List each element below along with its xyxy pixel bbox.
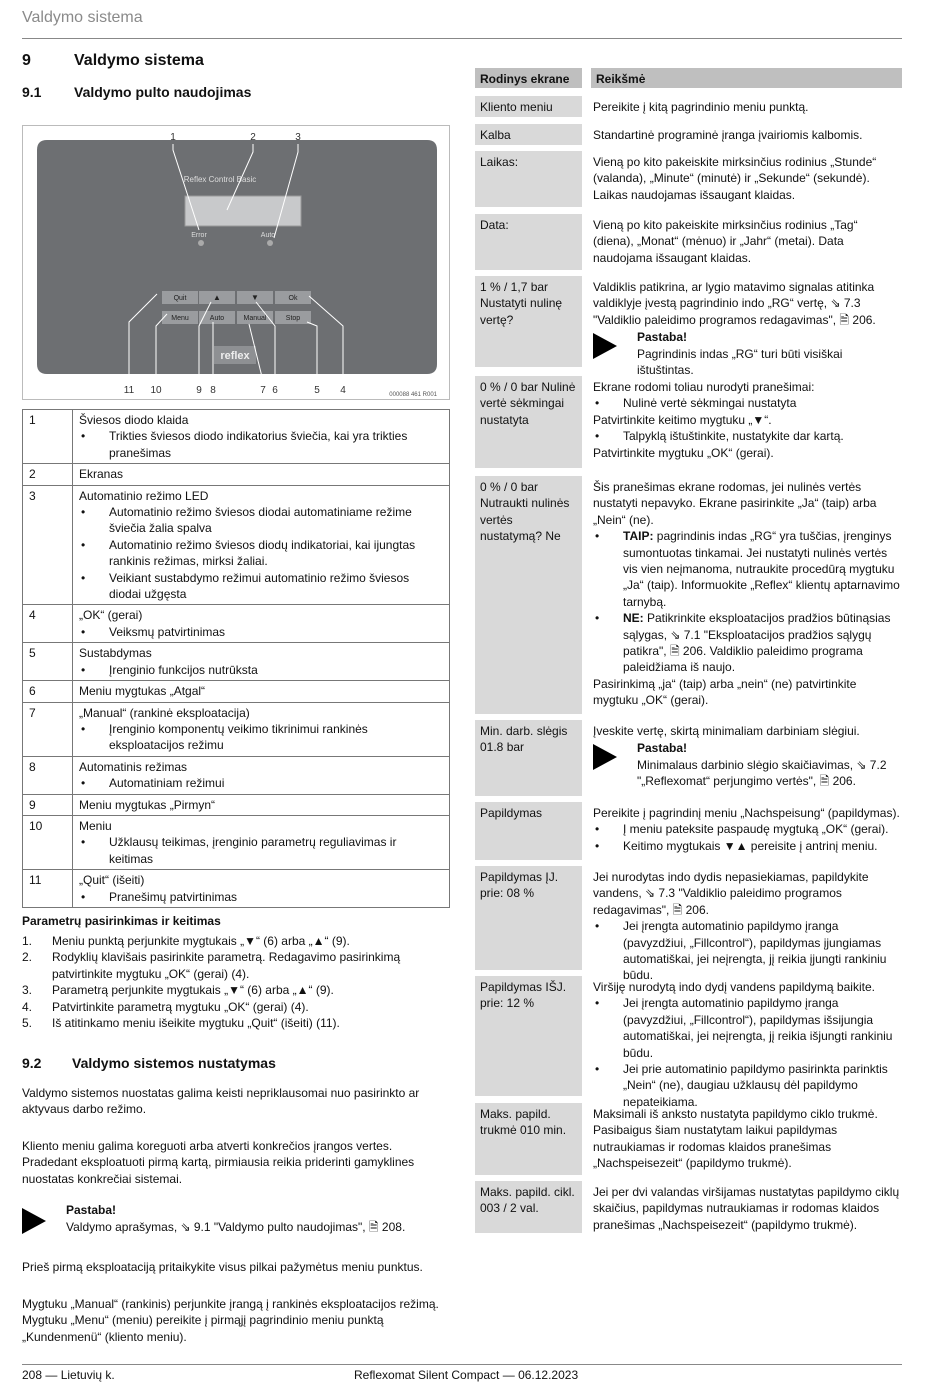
legend-table: [22, 409, 450, 908]
row-value: Jei nurodytas indo dydis nepasiekiamas, papildykite vandens, ⇘ 7.3 "Valdiklio paleidimo programos redagavimas", 🗎 206.: [593, 870, 869, 917]
manual-key-label: Manual: [243, 315, 267, 322]
down-arrow-icon: ▼: [251, 293, 259, 302]
led-error-label: Error: [191, 232, 207, 239]
row-value: Standartinė programinė įranga įvairiomis kalbomis.: [593, 128, 863, 142]
callout-8: 8: [210, 385, 216, 396]
legend-bullet: • Trikties šviesos diodo indikatorius šviečia, kai yra trikties pranešimas: [79, 428, 443, 461]
legend-row: [23, 794, 450, 815]
row-value: Vieną po kito pakeiskite mirksinčius rodinius „Stunde“ (valanda), „Minute“ (minutė) ir „Sekunde“ (sekundė). Laikas naudojamas išsaugant klaidas.: [593, 155, 877, 202]
note-block: [593, 740, 900, 789]
stop-key-label: Stop: [285, 315, 301, 322]
paragraph: Valdymo sistemos nuostatas galima keisti nepriklausomai nuo pasirinkto ar aktyvaus darbo režimo.: [22, 1086, 420, 1117]
row-value: Maksimali iš anksto nustatyta papildymo ciklo trukmė. Pasibaigus šiam nustatytam laikui papildymas nutraukiamas ir rodomas klaidos pranešimas „Nachspeisezeit“ (papildymo trukmė).: [593, 1107, 878, 1171]
row-label: Kliento meniu: [475, 96, 582, 117]
callout-4: 4: [340, 385, 346, 396]
legend-row: [23, 485, 450, 605]
led-auto-label: Auto: [260, 232, 276, 239]
note-title: Pastaba!: [637, 330, 688, 345]
legend-title: Ekranas: [79, 467, 124, 482]
callout-2: 2: [250, 132, 256, 143]
legend-bullet: • Veiksmų patvirtinimas: [79, 624, 443, 640]
header-cell-meaning: Reikšmė: [591, 68, 902, 88]
footer-doc-title: Reflexomat Silent Compact — 06.12.2023: [354, 1368, 579, 1382]
legend-number: 8: [23, 756, 73, 794]
legend-number: 6: [23, 681, 73, 702]
menu-key-label: Menu: [171, 315, 189, 322]
note-triangle-icon: [22, 1208, 46, 1234]
legend-row: [23, 870, 450, 908]
chapter-title: Valdymo sistema: [74, 52, 204, 69]
callout-1: 1: [170, 132, 176, 143]
section-heading-9-2: [22, 1055, 276, 1071]
row-value: Pereikite į pagrindinį meniu „Nachspeisung“ (papildymas).: [593, 806, 900, 820]
note-block: [593, 329, 900, 378]
legend-title: Automatinio režimo LED: [79, 488, 209, 503]
paragraph: Kliento meniu galima koreguoti arba atverti konkrečios įrangos vertes. Pradedant eksploatuoti pirmą kartą, pirmiausia reikia priderinti gamyklines nuostatas konkrečiai sistemai.: [22, 1139, 415, 1186]
callout-11: 11: [123, 385, 135, 396]
legend-bullet: • Pranešimų patvirtinimas: [79, 889, 443, 905]
control-panel-figure: [22, 125, 450, 400]
legend-number: 2: [23, 464, 73, 485]
up-arrow-icon: ▲: [213, 293, 221, 302]
led-error: [198, 240, 204, 246]
callout-5: 5: [314, 385, 320, 396]
row-label: Min. darb. slėgis 01.8 bar: [475, 720, 582, 796]
row-text: Patvirtinkite mygtuku „OK“ (gerai).: [593, 445, 774, 460]
section-number: 9.2: [22, 1055, 42, 1071]
header-rule: [22, 38, 902, 39]
legend-title: Meniu mygtukas „Pirmyn“: [79, 797, 216, 812]
note-text: Minimalaus darbinio slėgio skaičiavimas, ⇘ 7.2 "„Reflexomat“ perjungimo vertės", 🗎 206.: [637, 757, 887, 789]
note-title: Pastaba!: [66, 1203, 117, 1217]
row-value: Jei per dvi valandas viršijamas nustatytas papildymo ciklų skaičius, papildymas nutraukiamas ir rodomas klaidos pranešimas „Nachspeisezeit“ (papildymo trukmė).: [593, 1185, 900, 1232]
row-value: Viršiję nurodytą indo dydį vandens papildymą baikite.: [593, 980, 875, 994]
legend-row: [23, 605, 450, 643]
option-text: Patikrinkite eksploatacijos pradžios būtinąsias sąlygas, ⇘ 7.1 "Eksploatacijos pradžios sąlygų patikra", 🗎 206. Valdiklio paleidimo programa paleidžiama iš naujo.: [623, 611, 891, 675]
auto-key-label: Auto: [209, 315, 225, 322]
control-panel-drawing: [23, 126, 451, 401]
callout-7: 7: [260, 385, 266, 396]
row-value: Pereikite į kitą pagrindinio meniu punktą.: [593, 100, 809, 114]
chapter-number: 9: [22, 52, 31, 69]
step-item: [22, 999, 442, 1015]
legend-title: Automatinis režimas: [79, 759, 188, 774]
step-item: [22, 949, 442, 982]
legend-number: 7: [23, 702, 73, 756]
row-text: Pasirinkimą „ja“ (taip) arba „nein“ (ne) patvirtinkite mygtuku „OK“ (gerai).: [593, 676, 857, 708]
option-key: TAIP:: [623, 529, 654, 544]
legend-number: 5: [23, 643, 73, 681]
row-intro: Šis pranešimas ekrane rodomas, jei nulinės vertės nustatyti nepavyko. Ekrane pasirinkite „Ja“ (taip) arba „Nein“ (ne).: [593, 480, 877, 527]
step-number: 2.: [22, 950, 33, 965]
step-number: 5.: [22, 1016, 33, 1031]
list-item: [593, 610, 900, 676]
legend-title: Meniu mygtukas „Atgal“: [79, 684, 206, 699]
row-value: Įveskite vertę, skirtą minimaliam darbiniam slėgiui.: [593, 724, 860, 738]
panel-brand-label: Reflex Control Basic: [183, 175, 257, 184]
params-heading: Parametrų pasirinkimas ir keitimas: [22, 914, 221, 928]
legend-row: [23, 681, 450, 702]
legend-bullet: • Įrenginio funkcijos nutrūksta: [79, 662, 443, 678]
legend-bullet: • Automatinio režimo šviesos diodų indikatoriai, kai ijungtas rankinis režimas, mirksi žaliai.: [79, 537, 443, 570]
legend-title: „Manual“ (rankinė eksploatacija): [79, 705, 250, 720]
reflex-logo: reflex: [220, 350, 250, 362]
list-item: • Keitimo mygtukais ▼▲ pereisite į antrinį meniu.: [593, 838, 900, 854]
running-header: Valdymo sistema: [22, 9, 143, 26]
row-value: Valdiklis patikrina, ar lygio matavimo signalas atitinka valdiklyje įvestą pagrindinio indo „RG“ vertę, ⇘ 7.3 "Valdiklio paleidimo programos redagavimas", 🗎 206.: [593, 280, 876, 327]
row-text: Patvirtinkite keitimo mygtuku „▼“.: [593, 412, 772, 427]
row-label: Data:: [475, 214, 582, 270]
callout-10: 10: [150, 385, 162, 396]
legend-number: 9: [23, 794, 73, 815]
step-number: 4.: [22, 999, 33, 1014]
note-triangle-icon: [593, 333, 617, 359]
legend-bullet: • Automatiniam režimui: [79, 775, 443, 791]
note-title: Pastaba!: [637, 741, 688, 756]
legend-number: 10: [23, 815, 73, 869]
callout-9: 9: [196, 385, 202, 396]
figure-id: 000088 461 R001: [389, 392, 437, 398]
section-title: Valdymo pulto naudojimas: [74, 84, 252, 100]
chapter-heading: [22, 52, 204, 70]
row-label: Papildymas: [475, 802, 582, 860]
step-number: 3.: [22, 983, 33, 998]
legend-title: „Quit“ (išeiti): [79, 873, 145, 888]
row-label: Maks. papild. trukmė 010 min.: [475, 1103, 582, 1175]
row-label: 0 % / 0 bar Nulinė vertė sėkmingai nustatyta: [475, 376, 582, 468]
legend-number: 11: [23, 870, 73, 908]
ok-key-label: Ok: [288, 295, 298, 302]
header-cell-display: Rodinys ekrane: [475, 68, 582, 88]
display-screen: [185, 196, 301, 226]
list-item: • Nulinė vertė sėkmingai nustatyta: [593, 395, 900, 411]
list-item: • Jei įrengta automatinio papildymo įranga (pavyzdžiui, „Fillcontrol“), papildymas įjungiamas automatiškai, jei neįrengta, jį reikia įjungti rankiniu būdu.: [593, 918, 900, 984]
legend-row: [23, 643, 450, 681]
row-label: 1 % / 1,7 bar Nustatyti nulinę vertę?: [475, 276, 582, 367]
legend-title: „OK“ (gerai): [79, 608, 143, 623]
section-number: 9.1: [22, 84, 42, 100]
row-label: Laikas:: [475, 151, 582, 207]
row-label: Papildymas IŠJ. prie: 12 %: [475, 976, 582, 1096]
legend-row: [23, 410, 450, 464]
row-label: Kalba: [475, 124, 582, 145]
section-title: Valdymo sistemos nustatymas: [72, 1055, 276, 1071]
note-text: Valdymo aprašymas, ⇘ 9.1 "Valdymo pulto naudojimas", 🗎 208.: [66, 1220, 406, 1234]
list-item: • Į meniu pateksite paspaudę mygtuką „OK“ (gerai).: [593, 821, 900, 837]
row-label: Maks. papild. cikl. 003 / 2 val.: [475, 1181, 582, 1233]
list-item: • Talpyklą ištuštinkite, nustatykite dar kartą.: [593, 428, 900, 444]
option-text: pagrindinis indas „RG“ yra tuščias, įrenginys sumontuotas tinkamai. Jei nustatyti nulinės vertės vis vien neįmanoma, nutraukite procedūrą mygtuku „Ja“ (taip). Informuokite „Reflex“ klientų aptarnavimo tarnybą.: [623, 529, 900, 609]
legend-bullet: • Veikiant sustabdymo režimui automatinio režimo šviesos diodai užgęsta: [79, 570, 443, 603]
list-item: • Jei įrengta automatinio papildymo įranga (pavyzdžiui, „Fillcontrol“), papildymas išsijungia automatiškai, jei neįrengta, jį reikia išjungti rankiniu būdu.: [593, 995, 900, 1061]
row-intro: Ekrane rodomi toliau nurodyti pranešimai:: [593, 380, 815, 394]
option-key: NE:: [623, 611, 644, 626]
footer-rule: [22, 1364, 902, 1365]
note-triangle-icon: [593, 744, 617, 770]
paragraph: Prieš pirmą eksploataciją pritaikykite visus pilkai pažymėtus meniu punktus.: [22, 1260, 423, 1274]
params-steps: [22, 933, 442, 1031]
list-item: • Jei prie automatinio papildymo pasirinkta parinktis „Nein“ (ne), daugiau užklausų dėl papildymo nepateikiama.: [593, 1061, 900, 1110]
callout-3: 3: [295, 132, 301, 143]
step-text: Rodyklių klavišais pasirinkite parametrą. Redagavimo pasirinkimą patvirtinkite mygtuku „OK“ (gerai) (4).: [52, 950, 401, 981]
note-block: [22, 1202, 442, 1238]
callout-6: 6: [272, 385, 278, 396]
legend-bullet: • Automatinio režimo šviesos diodai automatiniame režime šviečia žalia spalva: [79, 504, 443, 537]
note-text: Pagrindinis indas „RG“ turi būti visiškai ištuštintas.: [637, 346, 843, 378]
legend-row: [23, 702, 450, 756]
legend-bullet: • Įrenginio komponentų veikimo tikrinimui rankinės eksploatacijos režimu: [79, 721, 443, 754]
row-label: Papildymas ĮJ. prie: 08 %: [475, 866, 582, 970]
led-auto: [267, 240, 273, 246]
quit-key-label: Quit: [173, 295, 187, 302]
legend-title: Sustabdymas: [79, 646, 152, 661]
step-item: [22, 933, 442, 949]
legend-row: [23, 464, 450, 485]
paragraph: Mygtuku „Manual“ (rankinis) perjunkite įrangą į rankinės eksploatacijos režimą. Mygtuku „Menu“ (meniu) pereikite į pirmąjį pagrindinio meniu punktą „Kundenmenü“ (kliento meniu).: [22, 1297, 439, 1344]
step-item: [22, 1015, 442, 1031]
step-number: 1.: [22, 934, 33, 948]
legend-title: Meniu: [79, 818, 112, 833]
step-item: [22, 982, 442, 998]
legend-number: 3: [23, 485, 73, 605]
step-text: Iš atitinkamo meniu išeikite mygtuku „Quit“ (išeiti) (11).: [52, 1016, 340, 1031]
table-header: [475, 68, 902, 88]
step-text: Meniu punktą perjunkite mygtukais „▼“ (6) arba „▲“ (9).: [52, 934, 350, 948]
row-value: Vieną po kito pakeiskite mirksinčius rodinius „Tag“ (diena), „Monat“ (mėnuo) ir „Jahr“ (metai). Data naudojama išsaugant klaidas.: [593, 218, 858, 265]
row-label: 0 % / 0 bar Nutraukti nulinės vertės nustatymą? Ne: [475, 476, 582, 714]
legend-number: 4: [23, 605, 73, 643]
legend-bullet: • Užklausų teikimas, įrenginio parametrų reguliavimas ir keitimas: [79, 834, 443, 867]
section-heading-9-1: [22, 84, 251, 100]
footer-page: 208 — Lietuvių k.: [22, 1368, 115, 1382]
step-text: Patvirtinkite parametrą mygtuku „OK“ (gerai) (4).: [52, 999, 309, 1014]
legend-number: 1: [23, 410, 73, 464]
legend-title: Šviesos diodo klaida: [79, 413, 189, 427]
legend-row: [23, 756, 450, 794]
legend-row: [23, 815, 450, 869]
list-item: [593, 528, 900, 610]
step-text: Parametrą perjunkite mygtukais „▼“ (6) arba „▲“ (9).: [52, 983, 334, 998]
